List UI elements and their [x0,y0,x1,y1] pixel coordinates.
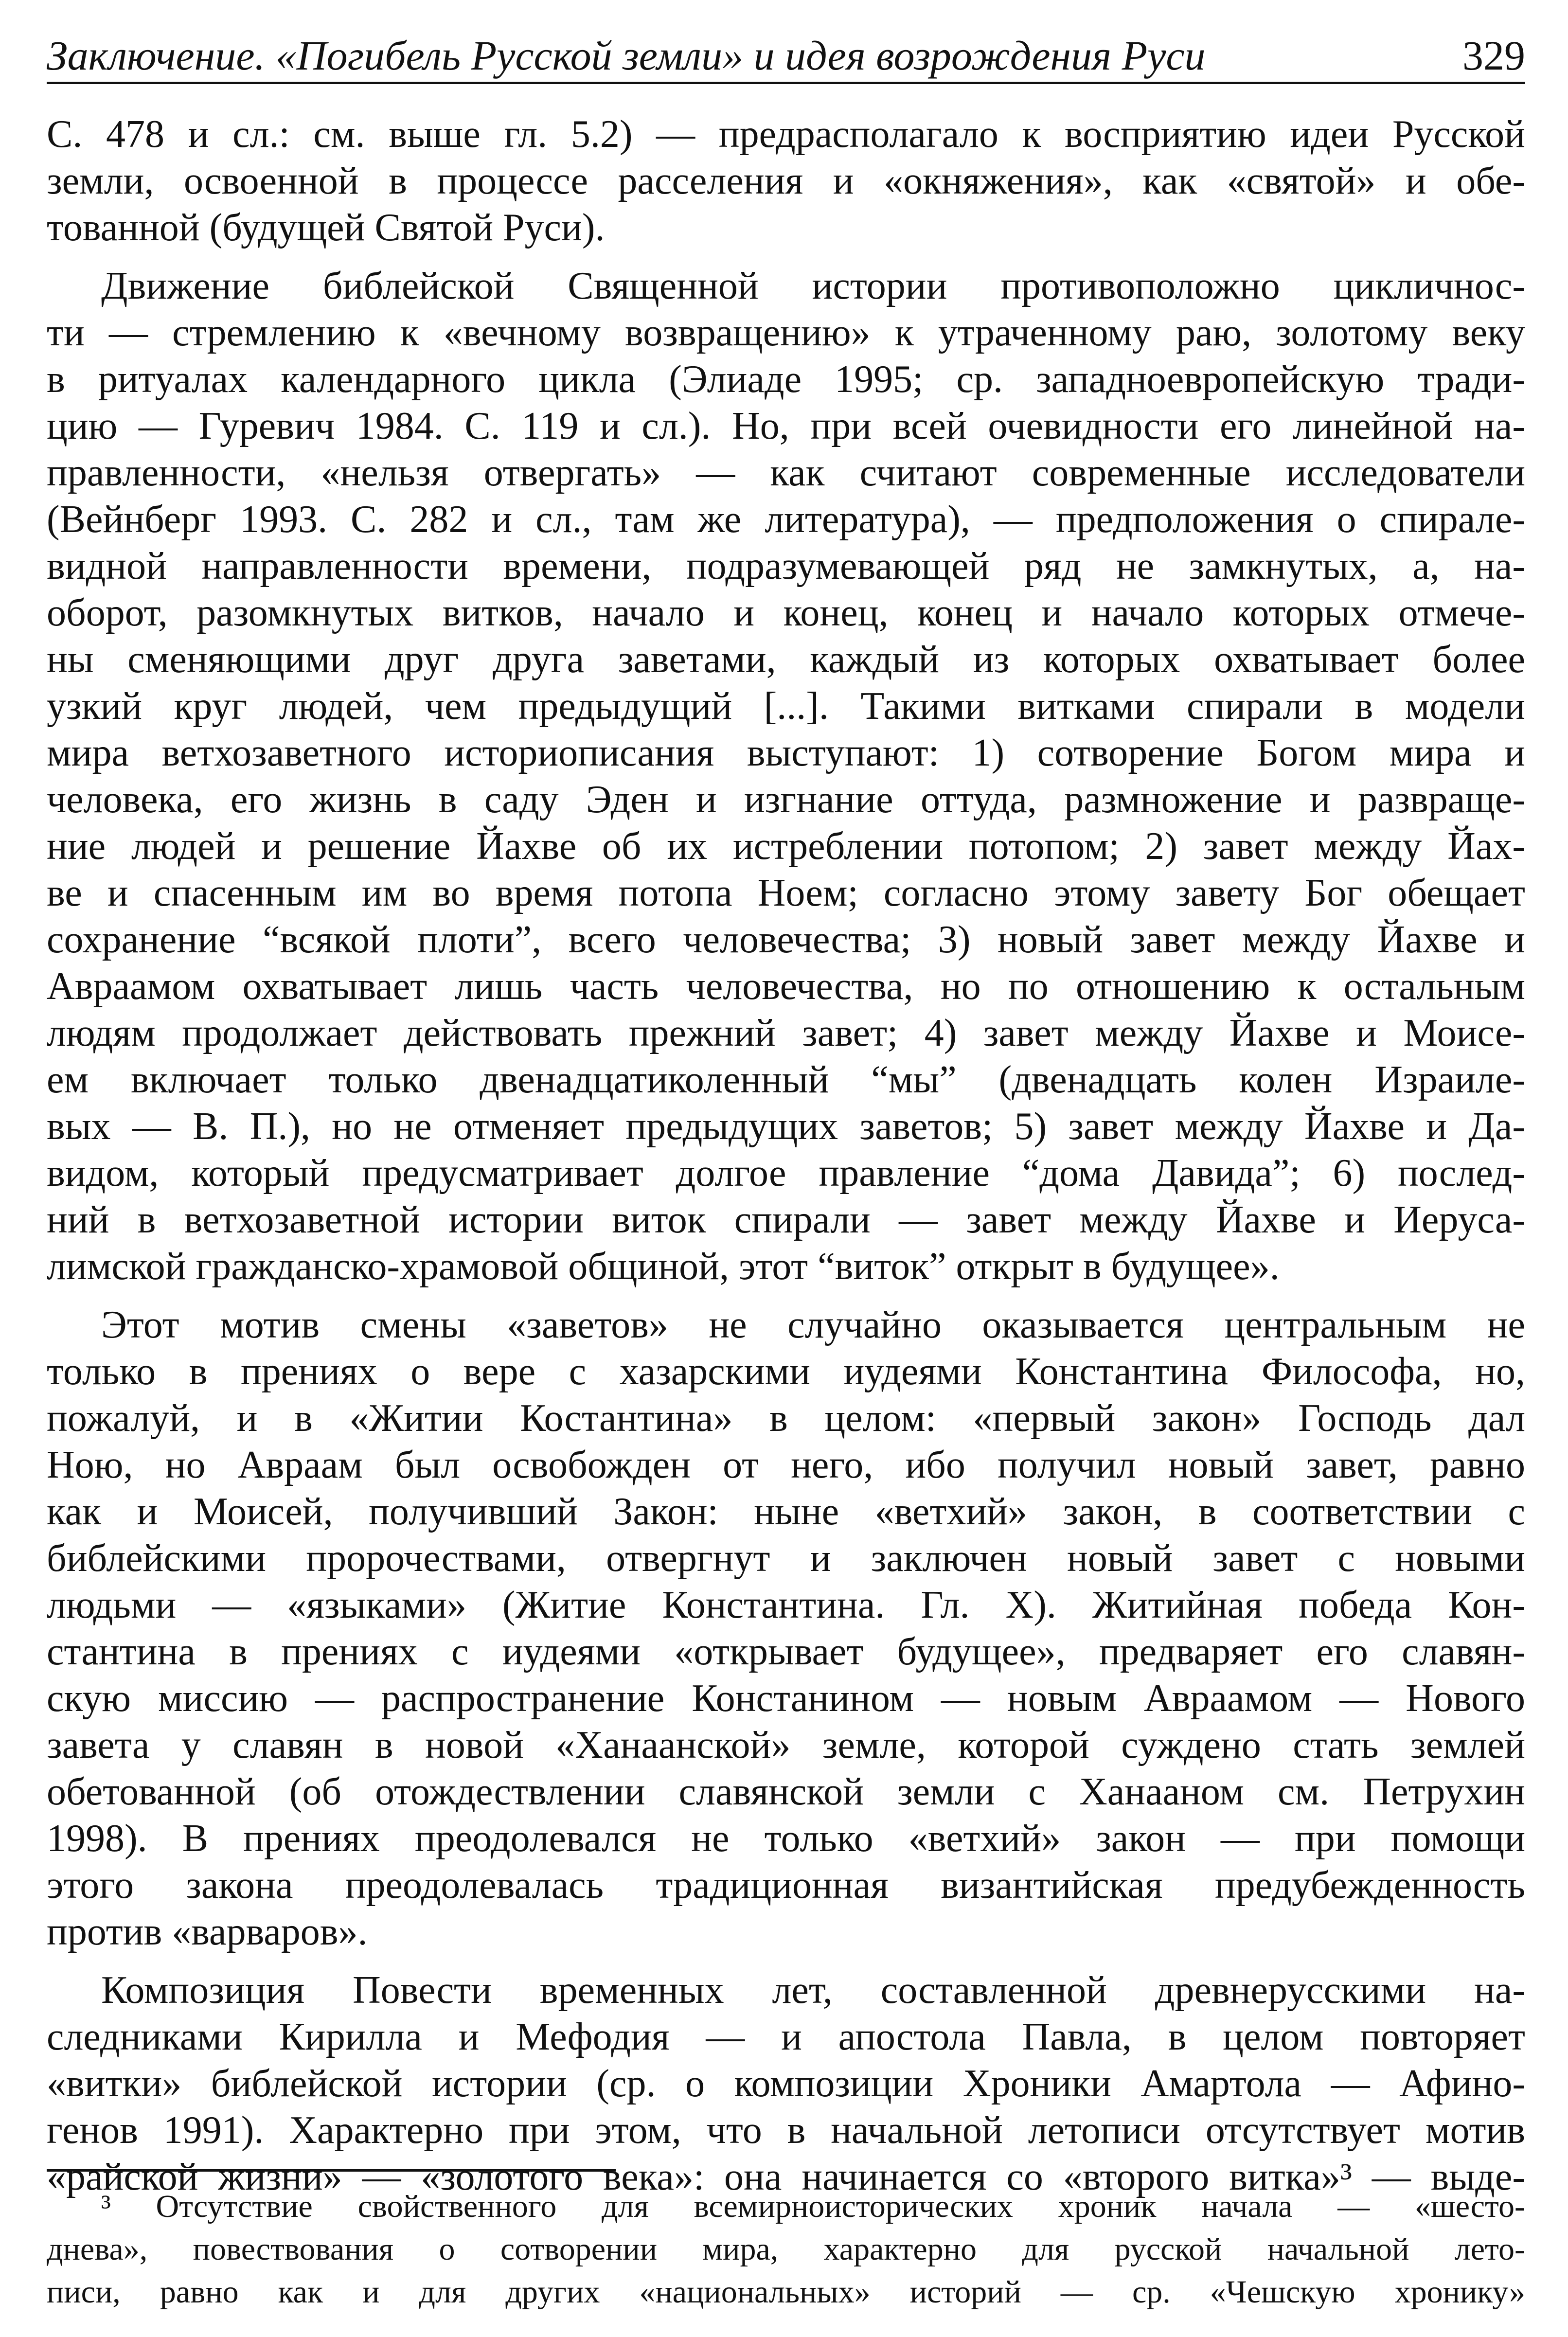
text-line: людьми — «языками» (Житие Константина. Гл. X). Житийная победа Кон- [47,1584,1525,1626]
text-line: цию — Гуревич 1984. С. 119 и сл.). Но, при всей очевидности его линейной на- [47,405,1525,447]
text-line: сохранение “всякой плоти”, всего человечества; 3) новый завет между Йахве и [47,918,1525,961]
text-line: «витки» библейской истории (ср. о композиции Хроники Амартола — Афино- [47,2062,1525,2105]
footnotes [47,2185,1525,2314]
text-line: этого закона преодолевалась традиционная византийская предубежденность [47,1864,1525,1907]
text-line: скую миссию — распространение Констанином — новым Авраамом — Нового [47,1677,1525,1720]
text-line: Ною, но Авраам был освобожден от него, ибо получил новый завет, равно [47,1444,1525,1486]
running-title: Заключение. «Погибель Русской земли» и идея возрождения Руси [47,32,1206,79]
text-line: следниками Кирилла и Мефодия — и апостола Павла, в целом повторяет [47,2016,1525,2058]
text-line: «райской жизни» — «золотого века»: она начинается со «второго витка»³ — выде- [47,2156,1525,2198]
text-line: как и Моисей, получивший Закон: ныне «ветхий» закон, в соответствии с [47,1490,1525,1533]
text-line: оборот, разомкнутых витков, начало и конец, конец и начало которых отмече- [47,591,1525,634]
text-line: ти — стремлению к «вечному возвращению» к утраченному раю, золотому веку [47,311,1525,354]
text-line: Авраамом охватывает лишь часть человечества, но по отношению к остальным [47,965,1525,1008]
footnote-line: ³ Отсутствие свойственного для всемирноисторических хроник начала — «шесто- [101,2189,1525,2224]
body-text [47,111,1525,2212]
text-line: тованной (будущей Святой Руси). [47,206,605,249]
text-line: мира ветхозаветного историописания выступают: 1) сотворение Богом мира и [47,731,1525,774]
paragraph-2 [47,263,1525,1290]
footnote-line: писи, равно как и для других «национальных» историй — ср. «Чешскую хронику» [47,2274,1525,2310]
paragraph-4 [47,1967,1525,2200]
text-line: ний в ветхозаветной истории виток спирали — завет между Йахве и Иеруса- [47,1198,1525,1241]
page-number: 329 [1462,32,1525,79]
footnote-line: днева», повествования о сотворении мира, характерно для русской начальной лето- [47,2231,1525,2267]
running-header [47,23,1525,84]
text-line: обетованной (об отождествлении славянской земли с Ханааном см. Петрухин [47,1770,1525,1813]
text-line: ние людей и решение Йахве об их истреблении потопом; 2) завет между Йах- [47,825,1525,868]
text-line: С. 478 и сл.: см. выше гл. 5.2) — предрасполагало к восприятию идеи Русской [47,113,1525,156]
text-line: видной направленности времени, подразумевающей ряд не замкнутых, а, на- [47,545,1525,588]
paragraph-1 [47,111,1525,251]
text-line: ве и спасенным им во время потопа Ноем; согласно этому завету Бог обещает [47,872,1525,914]
text-line: людям продолжает действовать прежний завет; 4) завет между Йахве и Моисе- [47,1012,1525,1054]
text-line: узкий круг людей, чем предыдущий [...]. Такими витками спирали в модели [47,685,1525,728]
paragraph-3 [47,1302,1525,1955]
text-line: завета у славян в новой «Ханаанской» земле, которой суждено стать землей [47,1724,1525,1766]
text-line: видом, который предусматривает долгое правление “дома Давида”; 6) послед- [47,1152,1525,1195]
text-line: лимской гражданско-храмовой общиной, этот “виток” открыт в будущее». [47,1245,1280,1288]
text-line: библейскими пророчествами, отвергнут и заключен новый завет с новыми [47,1537,1525,1580]
text-line: (Вейнберг 1993. С. 282 и сл., там же литература), — предположения о спирале- [47,498,1525,541]
footnote-rule [47,2169,616,2172]
text-line: только в прениях о вере с хазарскими иудеями Константина Философа, но, [47,1350,1525,1393]
text-line: Этот мотив смены «заветов» не случайно оказывается центральным не [101,1303,1525,1346]
text-line: против «варваров». [47,1910,368,1953]
text-line: Движение библейской Священной истории противоположно цикличнос- [101,265,1525,307]
text-line: правленности, «нельзя отвергать» — как считают современные исследователи [47,451,1525,494]
text-line: ны сменяющими друг друга заветами, каждый из которых охватывает более [47,638,1525,681]
text-line: вых — В. П.), но не отменяет предыдущих заветов; 5) завет между Йахве и Да- [47,1105,1525,1148]
text-line: человека, его жизнь в саду Эден и изгнание оттуда, размножение и развраще- [47,778,1525,821]
text-line: в ритуалах календарного цикла (Элиаде 1995; ср. западноевропейскую тради- [47,358,1525,401]
text-line: пожалуй, и в «Житии Костантина» в целом: «первый закон» Господь дал [47,1397,1525,1440]
text-line: 1998). В прениях преодолевался не только «ветхий» закон — при помощи [47,1817,1525,1860]
text-line: генов 1991). Характерно при этом, что в начальной летописи отсутствует мотив [47,2109,1525,2152]
text-line: земли, освоенной в процессе расселения и «окняжения», как «святой» и обе- [47,160,1525,202]
text-line: ем включает только двенадцатиколенный “мы” (двенадцать колен Израиле- [47,1058,1525,1101]
text-line: Композиция Повести временных лет, составленной древнерусскими на- [101,1969,1525,2012]
text-line: стантина в прениях с иудеями «открывает будущее», предваряет его славян- [47,1630,1525,1673]
